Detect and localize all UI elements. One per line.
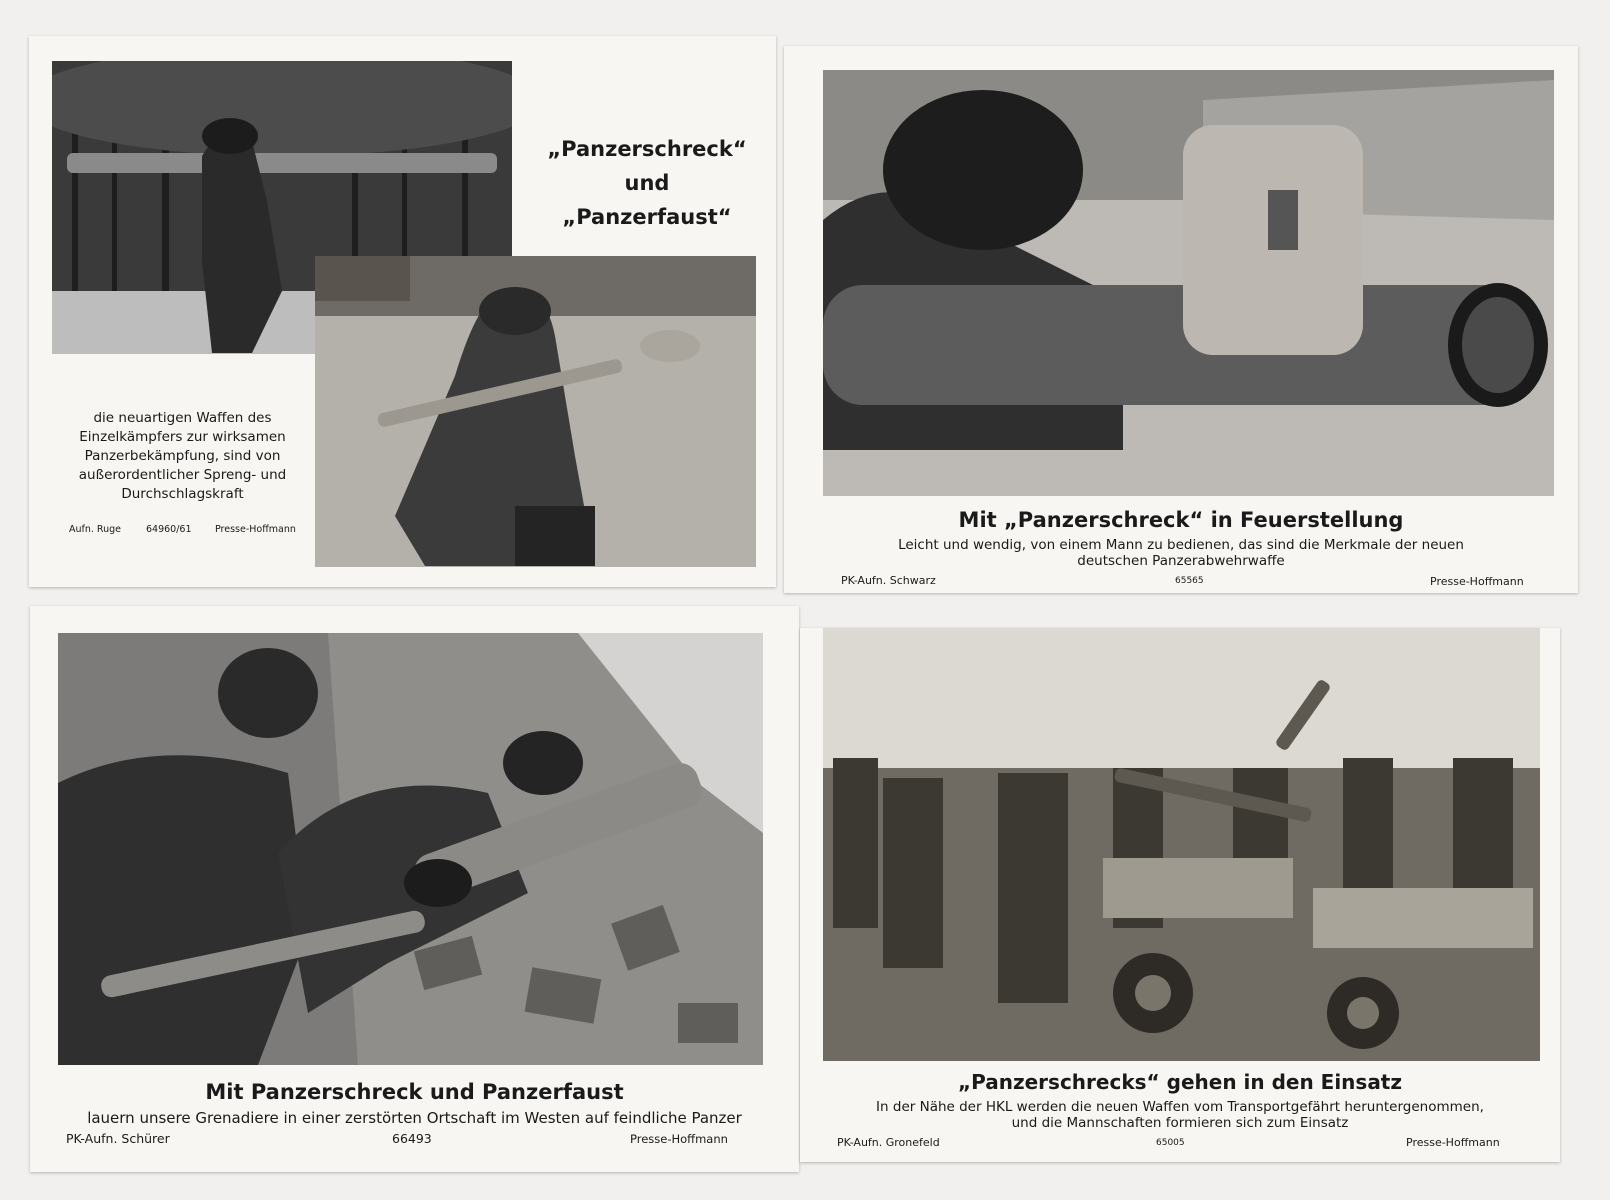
photo-soldier-aiming-panzerschreck xyxy=(823,70,1554,496)
card1-caption-line-1: die neuartigen Waffen des xyxy=(93,410,272,426)
card1-caption xyxy=(55,409,310,504)
postcard-panzerschrecks-gehen-in-den-einsatz xyxy=(800,628,1560,1162)
card3-photo-number: 66493 xyxy=(392,1131,432,1146)
card1-caption-line-5: Durchschlagskraft xyxy=(121,486,244,502)
card1-agency: Presse-Hoffmann xyxy=(215,524,296,535)
card3-agency: Presse-Hoffmann xyxy=(630,1132,728,1146)
card1-caption-line-3: Panzerbekämpfung, sind von xyxy=(84,448,281,464)
postcard-panzerschreck-und-panzerfaust xyxy=(29,36,776,587)
photo-kneeling-soldier-panzerfaust xyxy=(315,256,756,567)
card1-caption-line-2: Einzelkämpfers zur wirksamen xyxy=(79,429,286,445)
card1-caption-line-4: außerordentlicher Spreng- und xyxy=(78,467,287,483)
card4-title: „Panzerschrecks“ gehen in den Einsatz xyxy=(957,1070,1403,1094)
photo-crew-unloading-panzerschrecks xyxy=(823,628,1540,1061)
card2-title: Mit „Panzerschreck“ in Feuerstellung xyxy=(958,508,1404,532)
card3-title: Mit Panzerschreck und Panzerfaust xyxy=(205,1080,624,1104)
postcard-panzerschreck-und-panzerfaust-grenadiere xyxy=(30,606,799,1172)
postcard-panzerschreck-feuerstellung xyxy=(784,46,1578,593)
card1-title xyxy=(517,132,777,234)
photo-grenadiers-in-rubble xyxy=(58,633,763,1065)
card4-photo-credit: PK-Aufn. Gronefeld xyxy=(837,1136,940,1149)
card4-caption xyxy=(800,1099,1560,1131)
card1-title-line-2: und xyxy=(624,171,670,195)
card2-caption-line-1: Leicht und wendig, von einem Mann zu bedienen, das sind die Merkmale der neuen xyxy=(898,537,1464,553)
card2-caption-line-2: deutschen Panzerabwehrwaffe xyxy=(1077,553,1285,569)
card4-agency: Presse-Hoffmann xyxy=(1406,1136,1500,1149)
card4-caption-line-1: In der Nähe der HKL werden die neuen Waffen vom Transportgefährt heruntergenommen, xyxy=(876,1099,1484,1115)
card3-photo-credit: PK-Aufn. Schürer xyxy=(66,1131,170,1146)
card1-photo-number: 64960/61 xyxy=(146,524,192,535)
card3-caption: lauern unsere Grenadiere in einer zerstörten Ortschaft im Westen auf feindliche Panzer xyxy=(87,1109,742,1127)
card1-title-line-1: „Panzerschreck“ xyxy=(547,137,747,161)
card2-photo-number: 65565 xyxy=(1175,576,1204,586)
card1-photo-credit: Aufn. Ruge xyxy=(69,524,121,535)
card2-photo-credit: PK-Aufn. Schwarz xyxy=(841,574,936,587)
card1-title-line-3: „Panzerfaust“ xyxy=(562,205,732,229)
card4-photo-number: 65005 xyxy=(1156,1138,1185,1148)
card2-agency: Presse-Hoffmann xyxy=(1430,575,1524,588)
card4-caption-line-2: und die Mannschaften formieren sich zum Einsatz xyxy=(1011,1115,1349,1131)
card2-caption xyxy=(804,537,1558,569)
